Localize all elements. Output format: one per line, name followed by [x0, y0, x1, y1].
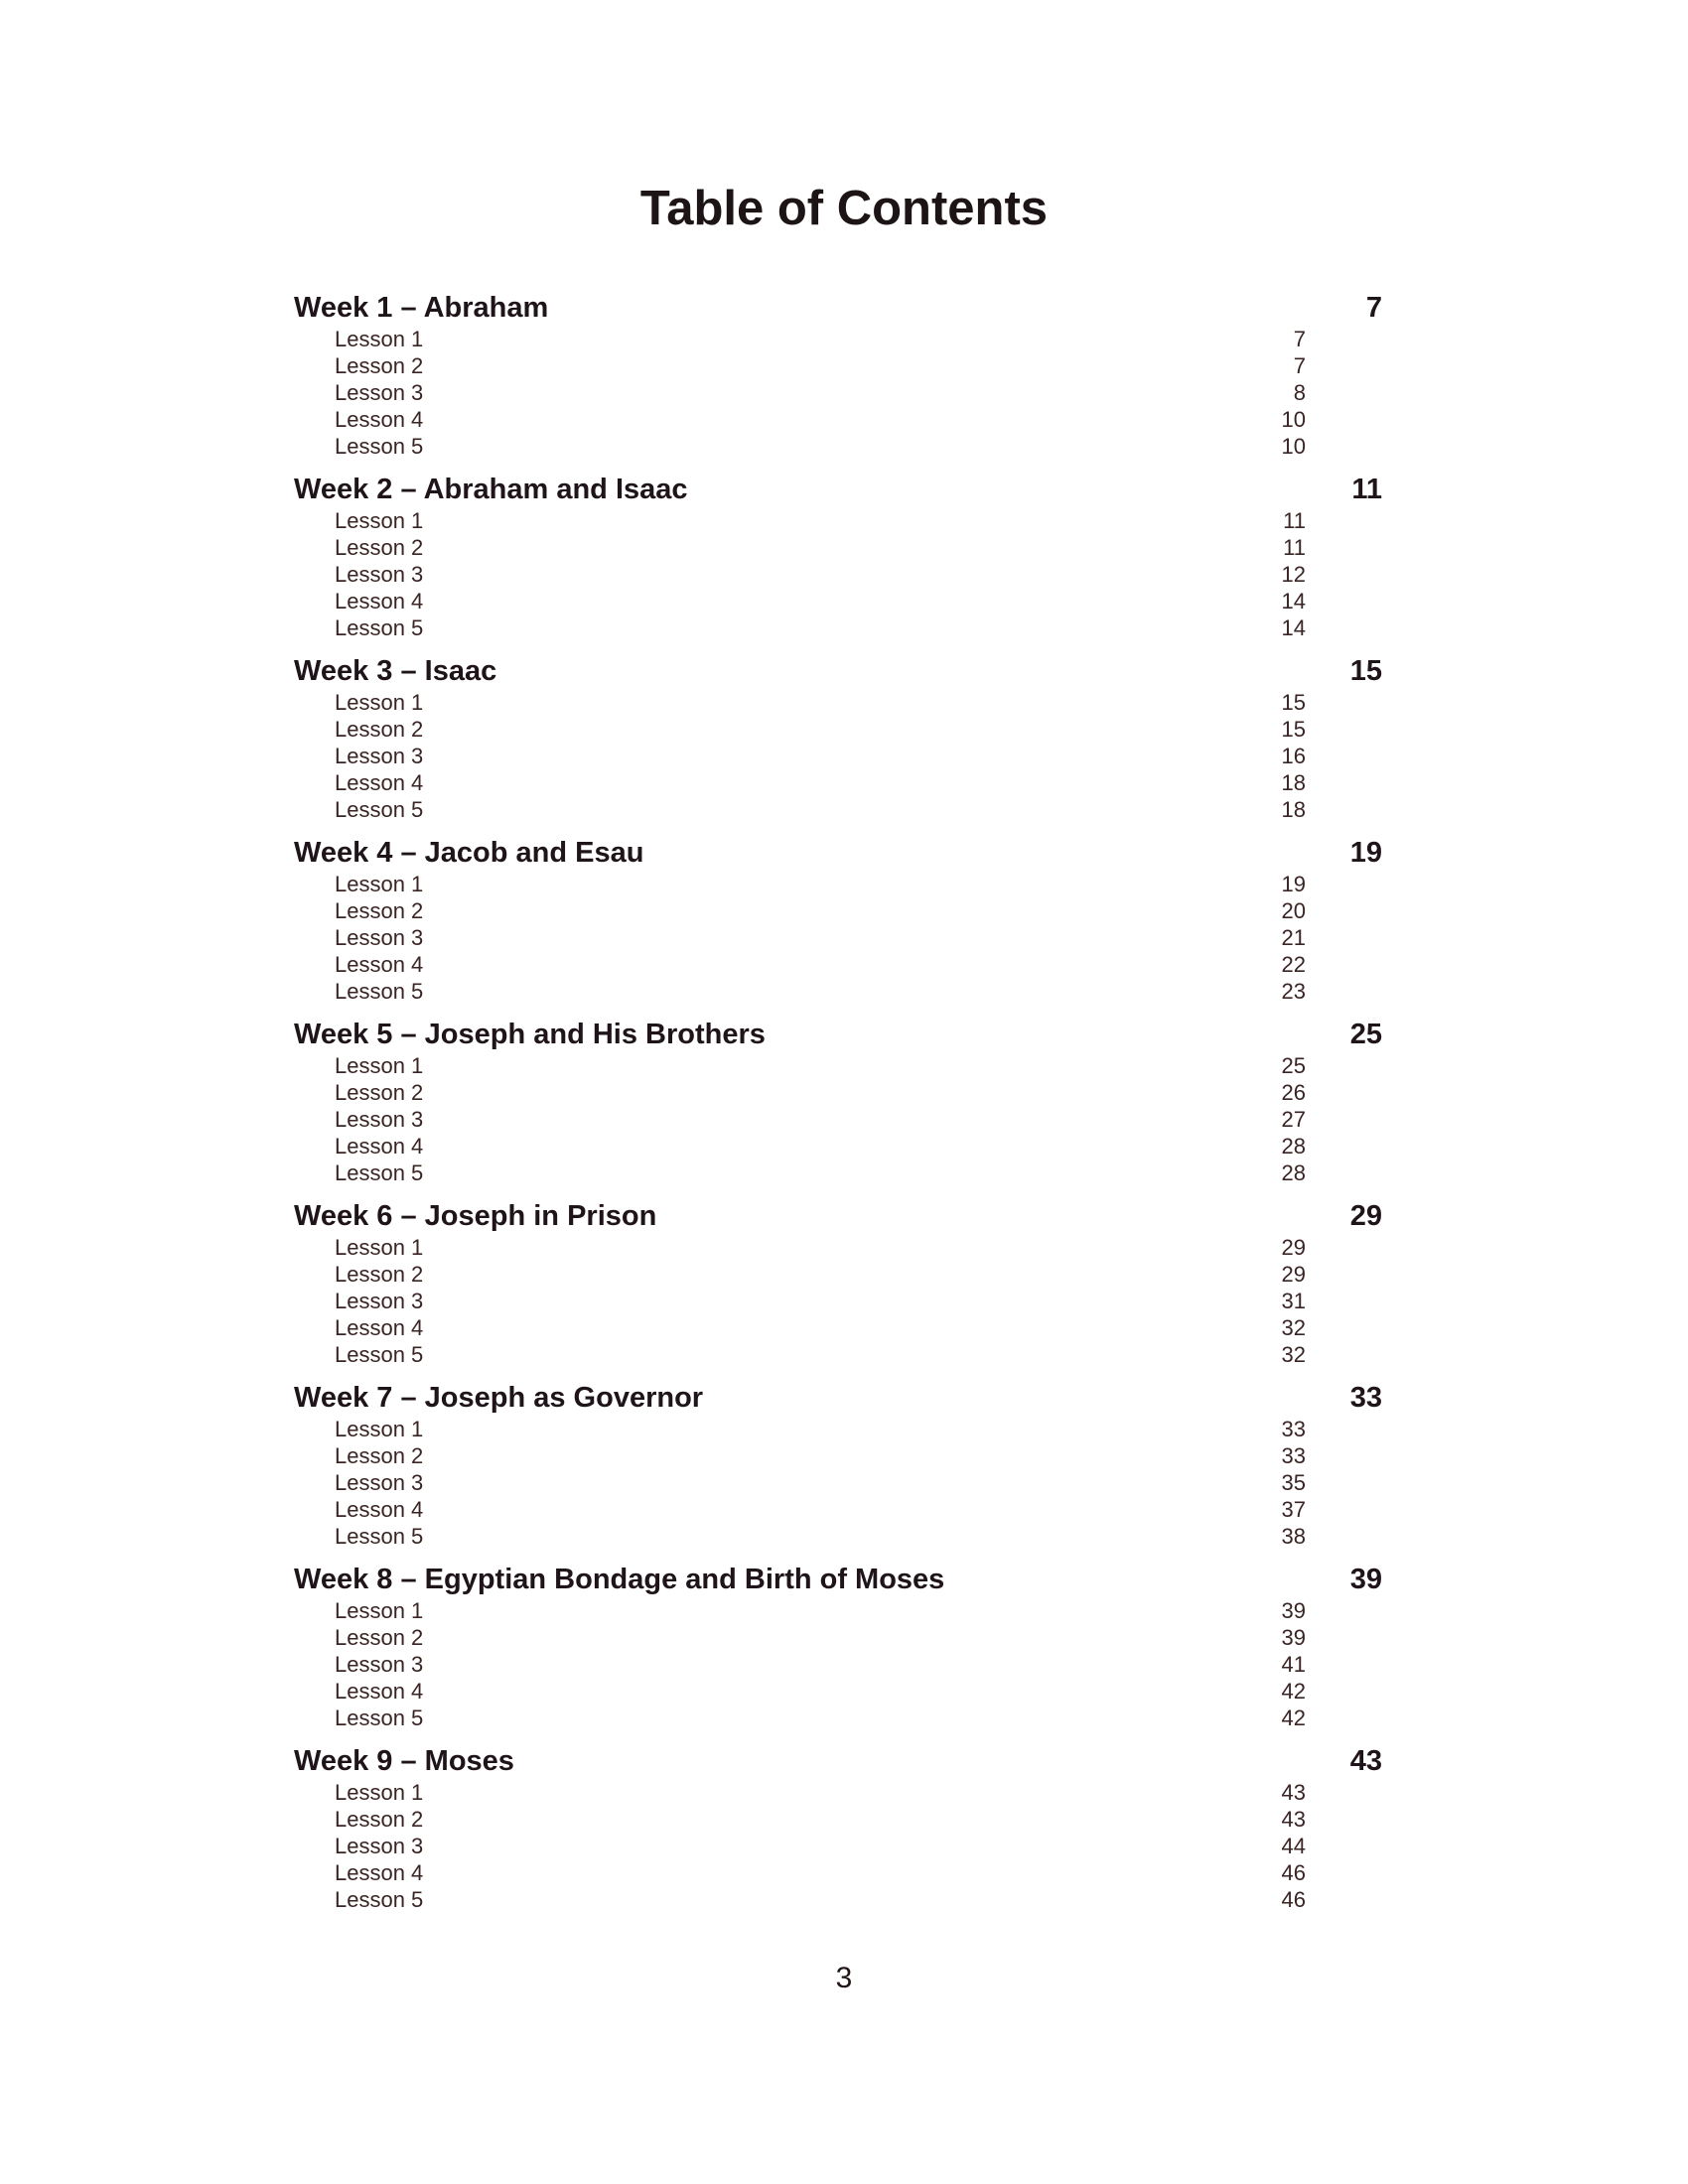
lesson-page-number: 35 [1281, 1470, 1306, 1495]
lesson-label: Lesson 1 [335, 1417, 424, 1441]
toc-lesson-entry[interactable] [294, 588, 1382, 614]
toc-lesson-entry[interactable] [294, 924, 1382, 951]
week-page-number: 33 [1349, 1382, 1382, 1414]
lesson-page-number: 39 [1281, 1598, 1306, 1623]
toc-lesson-entry[interactable] [294, 534, 1382, 561]
lesson-page-number: 37 [1281, 1497, 1306, 1522]
toc-week-entry[interactable] [294, 1562, 1382, 1597]
lesson-page-number: 12 [1281, 562, 1306, 587]
toc-lesson-entry[interactable] [294, 1651, 1382, 1678]
toc-week-section [294, 1198, 1382, 1368]
lesson-label: Lesson 5 [335, 1524, 424, 1549]
week-page-number: 29 [1349, 1200, 1382, 1232]
toc-lesson-entry[interactable] [294, 1442, 1382, 1469]
lesson-page-number: 23 [1281, 979, 1306, 1004]
lesson-label: Lesson 5 [335, 1887, 424, 1912]
lesson-label: Lesson 2 [335, 898, 424, 923]
lesson-page-number: 31 [1281, 1289, 1306, 1313]
toc-week-section [294, 653, 1382, 823]
toc-lesson-entry[interactable] [294, 1597, 1382, 1624]
lesson-page-number: 33 [1281, 1417, 1306, 1441]
lesson-label: Lesson 3 [335, 1470, 424, 1495]
toc-week-entry[interactable] [294, 1017, 1382, 1052]
toc-week-entry[interactable] [294, 1198, 1382, 1234]
lesson-page-number: 29 [1281, 1262, 1306, 1287]
lesson-page-number: 11 [1283, 535, 1306, 560]
lesson-page-number: 15 [1281, 690, 1306, 715]
lesson-label: Lesson 1 [335, 1598, 424, 1623]
lesson-page-number: 21 [1281, 925, 1306, 950]
toc-lesson-entry[interactable] [294, 1833, 1382, 1859]
lesson-page-number: 16 [1281, 744, 1306, 768]
lesson-page-number: 33 [1281, 1443, 1306, 1468]
toc-lesson-entry[interactable] [294, 1523, 1382, 1550]
lesson-label: Lesson 4 [335, 770, 424, 795]
week-title: Week 5 – Joseph and His Brothers [294, 1019, 766, 1050]
week-title: Week 8 – Egyptian Bondage and Birth of Moses [294, 1564, 945, 1595]
toc-week-entry[interactable] [294, 653, 1382, 689]
lesson-page-number: 28 [1281, 1160, 1306, 1185]
lesson-label: Lesson 3 [335, 1834, 424, 1858]
lesson-label: Lesson 3 [335, 1289, 424, 1313]
toc-week-entry[interactable] [294, 472, 1382, 507]
toc-lesson-entry[interactable] [294, 1160, 1382, 1186]
toc-lesson-entry[interactable] [294, 352, 1382, 379]
lesson-label: Lesson 1 [335, 872, 424, 896]
lesson-label: Lesson 2 [335, 1625, 424, 1650]
lesson-page-number: 15 [1281, 717, 1306, 742]
lesson-label: Lesson 3 [335, 380, 424, 405]
week-title: Week 4 – Jacob and Esau [294, 837, 644, 869]
lesson-label: Lesson 1 [335, 327, 424, 351]
lesson-page-number: 19 [1281, 872, 1306, 896]
toc-lesson-entry[interactable] [294, 716, 1382, 743]
lesson-label: Lesson 1 [335, 508, 424, 533]
lesson-label: Lesson 3 [335, 562, 424, 587]
toc-lesson-entry[interactable] [294, 1886, 1382, 1913]
lesson-page-number: 25 [1281, 1053, 1306, 1078]
lesson-page-number: 43 [1281, 1807, 1306, 1832]
week-title: Week 6 – Joseph in Prison [294, 1200, 657, 1232]
table-of-contents [294, 290, 1382, 1925]
toc-week-entry[interactable] [294, 835, 1382, 871]
week-title: Week 7 – Joseph as Governor [294, 1382, 704, 1414]
toc-lesson-entry[interactable] [294, 978, 1382, 1005]
lesson-page-number: 44 [1281, 1834, 1306, 1858]
lesson-label: Lesson 5 [335, 979, 424, 1004]
lesson-label: Lesson 2 [335, 717, 424, 742]
lesson-page-number: 41 [1281, 1652, 1306, 1677]
page-number: 3 [835, 1962, 853, 1994]
lesson-label: Lesson 5 [335, 1706, 424, 1730]
toc-lesson-entry[interactable] [294, 507, 1382, 534]
lesson-label: Lesson 5 [335, 615, 424, 640]
lesson-label: Lesson 2 [335, 353, 424, 378]
toc-week-section [294, 1562, 1382, 1731]
lesson-label: Lesson 2 [335, 1262, 424, 1287]
toc-lesson-entry[interactable] [294, 1288, 1382, 1314]
lesson-page-number: 29 [1281, 1235, 1306, 1260]
week-title: Week 3 – Isaac [294, 655, 497, 687]
lesson-page-number: 11 [1283, 508, 1306, 533]
lesson-page-number: 7 [1293, 353, 1306, 378]
lesson-label: Lesson 4 [335, 1134, 424, 1159]
lesson-label: Lesson 3 [335, 744, 424, 768]
toc-lesson-entry[interactable] [294, 897, 1382, 924]
toc-lesson-entry[interactable] [294, 1314, 1382, 1341]
lesson-label: Lesson 2 [335, 1080, 424, 1105]
lesson-label: Lesson 5 [335, 797, 424, 822]
week-page-number: 43 [1349, 1745, 1382, 1777]
lesson-page-number: 28 [1281, 1134, 1306, 1159]
toc-lesson-entry[interactable] [294, 326, 1382, 352]
lesson-page-number: 10 [1281, 434, 1306, 459]
toc-lesson-entry[interactable] [294, 1624, 1382, 1651]
week-page-number: 7 [1365, 292, 1382, 324]
week-title: Week 1 – Abraham [294, 292, 549, 324]
lesson-page-number: 27 [1281, 1107, 1306, 1132]
toc-lesson-entry[interactable] [294, 1678, 1382, 1705]
lesson-page-number: 42 [1281, 1679, 1306, 1704]
week-page-number: 11 [1351, 474, 1382, 505]
toc-lesson-entry[interactable] [294, 433, 1382, 460]
lesson-label: Lesson 3 [335, 925, 424, 950]
week-page-number: 25 [1349, 1019, 1382, 1050]
toc-lesson-entry[interactable] [294, 1341, 1382, 1368]
lesson-label: Lesson 4 [335, 407, 424, 432]
toc-week-entry[interactable] [294, 1743, 1382, 1779]
lesson-page-number: 42 [1281, 1706, 1306, 1730]
toc-lesson-entry[interactable] [294, 561, 1382, 588]
toc-lesson-entry[interactable] [294, 951, 1382, 978]
lesson-label: Lesson 5 [335, 1160, 424, 1185]
toc-lesson-entry[interactable] [294, 1052, 1382, 1079]
lesson-label: Lesson 4 [335, 1860, 424, 1885]
week-page-number: 39 [1349, 1564, 1382, 1595]
lesson-label: Lesson 4 [335, 589, 424, 614]
lesson-label: Lesson 2 [335, 535, 424, 560]
toc-week-section [294, 835, 1382, 1005]
toc-week-entry[interactable] [294, 290, 1382, 326]
lesson-label: Lesson 2 [335, 1807, 424, 1832]
toc-lesson-entry[interactable] [294, 406, 1382, 433]
lesson-page-number: 7 [1293, 327, 1306, 351]
toc-week-section [294, 1743, 1382, 1913]
lesson-page-number: 20 [1281, 898, 1306, 923]
toc-lesson-entry[interactable] [294, 1234, 1382, 1261]
toc-lesson-entry[interactable] [294, 1859, 1382, 1886]
lesson-label: Lesson 1 [335, 1235, 424, 1260]
lesson-label: Lesson 1 [335, 690, 424, 715]
week-page-number: 19 [1349, 837, 1382, 869]
toc-lesson-entry[interactable] [294, 743, 1382, 769]
toc-lesson-entry[interactable] [294, 1416, 1382, 1442]
toc-lesson-entry[interactable] [294, 871, 1382, 897]
toc-lesson-entry[interactable] [294, 1469, 1382, 1496]
lesson-page-number: 8 [1293, 380, 1306, 405]
toc-lesson-entry[interactable] [294, 689, 1382, 716]
toc-lesson-entry[interactable] [294, 614, 1382, 641]
toc-lesson-entry[interactable] [294, 1705, 1382, 1731]
toc-lesson-entry[interactable] [294, 769, 1382, 796]
toc-lesson-entry[interactable] [294, 1133, 1382, 1160]
lesson-page-number: 46 [1281, 1887, 1306, 1912]
lesson-label: Lesson 3 [335, 1107, 424, 1132]
toc-week-section [294, 1017, 1382, 1186]
toc-week-entry[interactable] [294, 1380, 1382, 1416]
lesson-page-number: 18 [1281, 770, 1306, 795]
lesson-label: Lesson 1 [335, 1053, 424, 1078]
page-title: Table of Contents [639, 182, 1049, 235]
week-title: Week 9 – Moses [294, 1745, 514, 1777]
lesson-page-number: 14 [1281, 615, 1306, 640]
lesson-page-number: 32 [1281, 1315, 1306, 1340]
lesson-label: Lesson 3 [335, 1652, 424, 1677]
toc-week-section [294, 1380, 1382, 1550]
toc-lesson-entry[interactable] [294, 796, 1382, 823]
week-title: Week 2 – Abraham and Isaac [294, 474, 688, 505]
lesson-page-number: 18 [1281, 797, 1306, 822]
lesson-page-number: 22 [1281, 952, 1306, 977]
lesson-page-number: 10 [1281, 407, 1306, 432]
lesson-page-number: 26 [1281, 1080, 1306, 1105]
lesson-page-number: 46 [1281, 1860, 1306, 1885]
toc-lesson-entry[interactable] [294, 379, 1382, 406]
toc-lesson-entry[interactable] [294, 1079, 1382, 1106]
lesson-page-number: 38 [1281, 1524, 1306, 1549]
toc-week-section [294, 290, 1382, 460]
week-page-number: 15 [1349, 655, 1382, 687]
lesson-label: Lesson 5 [335, 1342, 424, 1367]
lesson-label: Lesson 4 [335, 952, 424, 977]
lesson-label: Lesson 4 [335, 1497, 424, 1522]
lesson-page-number: 14 [1281, 589, 1306, 614]
lesson-page-number: 32 [1281, 1342, 1306, 1367]
lesson-label: Lesson 4 [335, 1315, 424, 1340]
lesson-label: Lesson 1 [335, 1780, 424, 1805]
toc-lesson-entry[interactable] [294, 1806, 1382, 1833]
toc-lesson-entry[interactable] [294, 1779, 1382, 1806]
toc-lesson-entry[interactable] [294, 1496, 1382, 1523]
toc-lesson-entry[interactable] [294, 1261, 1382, 1288]
lesson-label: Lesson 2 [335, 1443, 424, 1468]
toc-week-section [294, 472, 1382, 641]
lesson-label: Lesson 4 [335, 1679, 424, 1704]
lesson-page-number: 39 [1281, 1625, 1306, 1650]
lesson-label: Lesson 5 [335, 434, 424, 459]
lesson-page-number: 43 [1281, 1780, 1306, 1805]
toc-lesson-entry[interactable] [294, 1106, 1382, 1133]
